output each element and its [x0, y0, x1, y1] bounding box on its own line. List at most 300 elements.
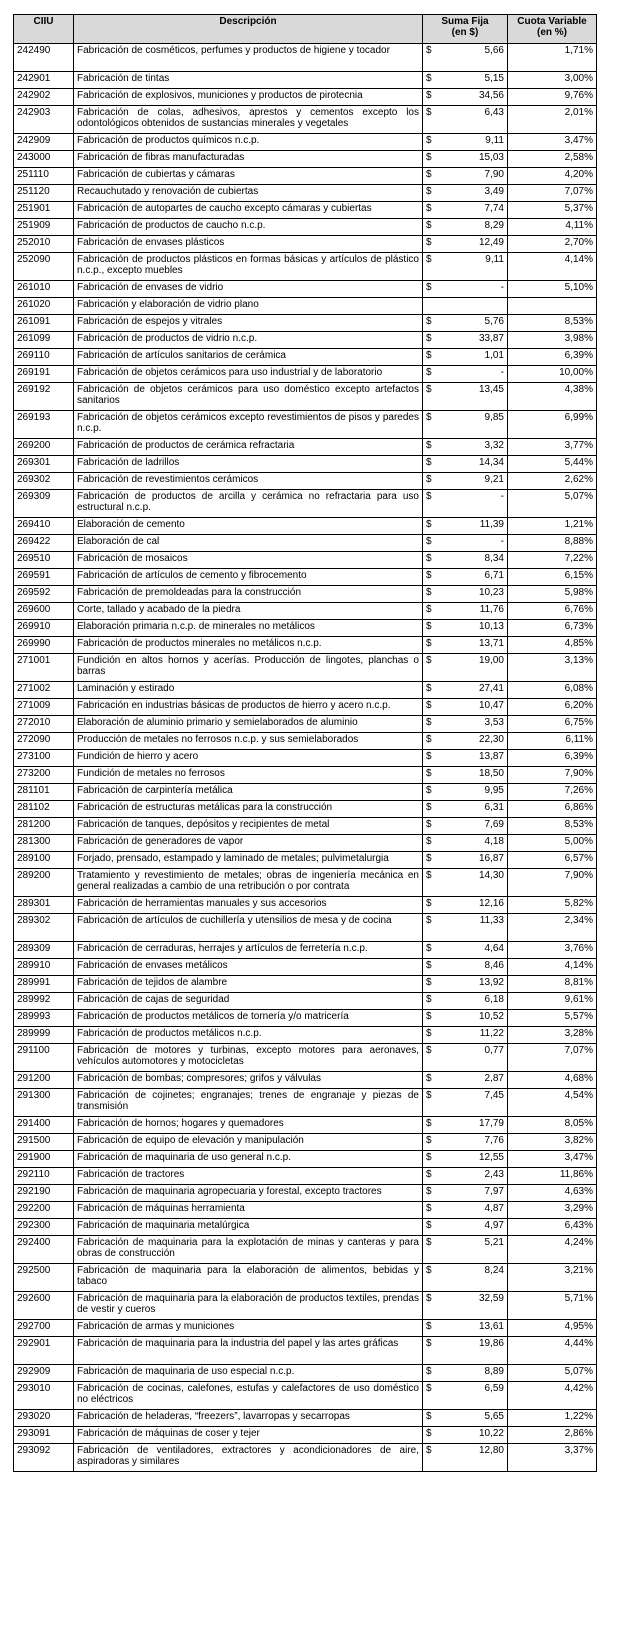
ciiu-code-cell: 293020 — [14, 1410, 74, 1427]
ciiu-code-cell: 269592 — [14, 586, 74, 603]
currency-symbol: $ — [426, 350, 432, 361]
suma-fija-cell — [423, 411, 508, 439]
currency-symbol: $ — [426, 1118, 432, 1129]
description-cell: Fabricación de productos metálicos n.c.p. — [74, 1027, 423, 1044]
currency-symbol: $ — [426, 1237, 432, 1248]
ciiu-code-cell: 271002 — [14, 682, 74, 699]
table-row — [14, 1320, 597, 1337]
currency-symbol: $ — [426, 1411, 432, 1422]
table-row — [14, 1410, 597, 1427]
cuota-variable-cell: 4,95% — [508, 1320, 597, 1337]
table-row — [14, 411, 597, 439]
ciiu-code-cell: 269301 — [14, 456, 74, 473]
suma-fija-amount: 5,65 — [484, 1411, 504, 1422]
suma-fija-amount: 6,59 — [484, 1383, 504, 1394]
suma-fija-amount: 9,85 — [484, 412, 504, 423]
currency-symbol: $ — [426, 1073, 432, 1084]
currency-symbol: $ — [426, 638, 432, 649]
suma-fija-cell — [423, 473, 508, 490]
cuota-variable-cell: 6,39% — [508, 750, 597, 767]
cuota-variable-cell: 5,37% — [508, 202, 597, 219]
ciiu-code-cell: 292901 — [14, 1337, 74, 1365]
suma-fija-amount: 3,53 — [484, 717, 504, 728]
suma-fija-amount: - — [500, 491, 504, 502]
ciiu-code-cell: 242909 — [14, 134, 74, 151]
ciiu-code-cell: 291900 — [14, 1151, 74, 1168]
description-cell: Fabricación de artículos de cemento y fibrocemento — [74, 569, 423, 586]
currency-symbol: $ — [426, 282, 432, 293]
description-cell: Fundición en altos hornos y acerías. Producción de lingotes, planchas o barras — [74, 654, 423, 682]
suma-fija-amount: 8,29 — [484, 220, 504, 231]
description-cell: Fabricación de heladeras, “freezers”, lavarropas y secarropas — [74, 1410, 423, 1427]
table-row — [14, 185, 597, 202]
suma-fija-cell — [423, 236, 508, 253]
suma-fija-cell — [423, 750, 508, 767]
ciiu-code-cell: 281200 — [14, 818, 74, 835]
suma-fija-amount: 18,50 — [478, 768, 504, 779]
suma-fija-amount: 11,22 — [479, 1028, 504, 1039]
ciiu-code-cell: 269510 — [14, 552, 74, 569]
table-row — [14, 603, 597, 620]
cuota-variable-cell: 2,70% — [508, 236, 597, 253]
cuota-variable-cell: 6,86% — [508, 801, 597, 818]
description-cell: Fabricación de envases de vidrio — [74, 281, 423, 298]
currency-symbol: $ — [426, 768, 432, 779]
cuota-variable-cell: 4,38% — [508, 383, 597, 411]
ciiu-code-cell: 269200 — [14, 439, 74, 456]
table-row — [14, 168, 597, 185]
ciiu-code-cell: 271009 — [14, 699, 74, 716]
currency-symbol: $ — [426, 135, 432, 146]
description-cell: Fabricación de maquinaria para la industria del papel y las artes gráficas — [74, 1337, 423, 1365]
suma-fija-cell — [423, 1010, 508, 1027]
suma-fija-cell — [423, 869, 508, 897]
suma-fija-amount: 10,13 — [478, 621, 504, 632]
table-row — [14, 473, 597, 490]
suma-fija-amount: 7,97 — [484, 1186, 504, 1197]
cuota-variable-cell: 3,21% — [508, 1264, 597, 1292]
ciiu-code-cell: 289993 — [14, 1010, 74, 1027]
suma-fija-cell — [423, 1427, 508, 1444]
suma-fija-cell — [423, 89, 508, 106]
cuota-variable-cell: 4,54% — [508, 1089, 597, 1117]
ciiu-code-cell: 293010 — [14, 1382, 74, 1410]
description-cell: Fabricación de generadores de vapor — [74, 835, 423, 852]
suma-fija-amount: 3,32 — [484, 440, 504, 451]
suma-fija-cell — [423, 253, 508, 281]
ciiu-code-cell: 242490 — [14, 44, 74, 72]
cuota-variable-cell: 9,61% — [508, 993, 597, 1010]
currency-symbol: $ — [426, 73, 432, 84]
cuota-variable-cell: 5,00% — [508, 835, 597, 852]
suma-fija-cell — [423, 569, 508, 586]
table-row — [14, 1382, 597, 1410]
suma-fija-cell — [423, 942, 508, 959]
cuota-variable-cell: 3,77% — [508, 439, 597, 456]
currency-symbol: $ — [426, 1383, 432, 1394]
currency-symbol: $ — [426, 152, 432, 163]
header-ciiu: CIIU — [14, 15, 74, 44]
suma-fija-cell — [423, 44, 508, 72]
description-cell: Fabricación de productos plásticos en formas básicas y artículos de plástico n.c.p., excepto muebles — [74, 253, 423, 281]
table-row — [14, 1151, 597, 1168]
suma-fija-amount: 4,87 — [484, 1203, 504, 1214]
suma-fija-cell — [423, 1382, 508, 1410]
description-cell: Fabricación de tractores — [74, 1168, 423, 1185]
table-row — [14, 654, 597, 682]
suma-fija-cell — [423, 603, 508, 620]
ciiu-code-cell: 269309 — [14, 490, 74, 518]
ciiu-code-cell: 269191 — [14, 366, 74, 383]
cuota-variable-cell: 2,58% — [508, 151, 597, 168]
suma-fija-cell — [423, 298, 508, 315]
table-body — [14, 44, 597, 1472]
table-row — [14, 151, 597, 168]
description-cell: Fabricación de mosaicos — [74, 552, 423, 569]
suma-fija-amount: 2,43 — [484, 1169, 504, 1180]
suma-fija-cell — [423, 1044, 508, 1072]
ciiu-code-cell: 292300 — [14, 1219, 74, 1236]
ciiu-code-cell: 281101 — [14, 784, 74, 801]
description-cell: Fabricación de maquinaria agropecuaria y forestal, excepto tractores — [74, 1185, 423, 1202]
cuota-variable-cell: 8,81% — [508, 976, 597, 993]
suma-fija-amount: 32,59 — [478, 1293, 504, 1304]
suma-fija-amount: 5,21 — [484, 1237, 504, 1248]
currency-symbol: $ — [426, 45, 432, 56]
description-cell: Fabricación de envases metálicos — [74, 959, 423, 976]
description-cell: Fabricación de maquinaria para la elaboración de alimentos, bebidas y tabaco — [74, 1264, 423, 1292]
description-cell: Fabricación de cojinetes; engranajes; trenes de engranaje y piezas de transmisión — [74, 1089, 423, 1117]
suma-fija-amount: 11,76 — [479, 604, 504, 615]
ciiu-code-cell: 292700 — [14, 1320, 74, 1337]
ciiu-code-cell: 289301 — [14, 897, 74, 914]
table-row — [14, 552, 597, 569]
table-row — [14, 134, 597, 151]
ciiu-code-cell: 289910 — [14, 959, 74, 976]
table-row — [14, 1044, 597, 1072]
description-cell: Forjado, prensado, estampado y laminado de metales; pulvimetalurgia — [74, 852, 423, 869]
cuota-variable-cell: 3,37% — [508, 1444, 597, 1472]
cuota-variable-cell: 7,07% — [508, 1044, 597, 1072]
description-cell: Fabricación de maquinaria de uso general n.c.p. — [74, 1151, 423, 1168]
ciiu-code-cell: 273100 — [14, 750, 74, 767]
table-row — [14, 1292, 597, 1320]
description-cell: Fabricación de ladrillos — [74, 456, 423, 473]
suma-fija-cell — [423, 716, 508, 733]
currency-symbol: $ — [426, 870, 432, 881]
currency-symbol: $ — [426, 1265, 432, 1276]
table-row — [14, 44, 597, 72]
suma-fija-amount: 13,45 — [478, 384, 504, 395]
table-row — [14, 332, 597, 349]
currency-symbol: $ — [426, 960, 432, 971]
table-row — [14, 1365, 597, 1382]
ciiu-code-cell: 292500 — [14, 1264, 74, 1292]
suma-fija-cell — [423, 767, 508, 784]
suma-fija-amount: 5,15 — [484, 73, 504, 84]
cuota-variable-cell: 4,14% — [508, 959, 597, 976]
description-cell: Fabricación de productos metálicos de tornería y/o matricería — [74, 1010, 423, 1027]
suma-fija-cell — [423, 586, 508, 603]
table-row — [14, 869, 597, 897]
cuota-variable-cell: 6,75% — [508, 716, 597, 733]
cuota-variable-cell: 5,71% — [508, 1292, 597, 1320]
suma-fija-cell — [423, 1219, 508, 1236]
suma-fija-cell — [423, 1117, 508, 1134]
description-cell: Fabricación de cubiertas y cámaras — [74, 168, 423, 185]
table-row — [14, 315, 597, 332]
suma-fija-amount: - — [500, 536, 504, 547]
suma-fija-cell — [423, 682, 508, 699]
ciiu-code-cell: 242902 — [14, 89, 74, 106]
table-row — [14, 281, 597, 298]
currency-symbol: $ — [426, 621, 432, 632]
suma-fija-amount: 7,45 — [484, 1090, 504, 1101]
table-row — [14, 620, 597, 637]
description-cell: Fabricación de cajas de seguridad — [74, 993, 423, 1010]
cuota-variable-cell: 2,86% — [508, 1427, 597, 1444]
cuota-variable-cell: 3,82% — [508, 1134, 597, 1151]
ciiu-code-cell: 289992 — [14, 993, 74, 1010]
suma-fija-amount: 7,74 — [484, 203, 504, 214]
currency-symbol: $ — [426, 107, 432, 118]
table-row — [14, 349, 597, 366]
suma-fija-amount: 27,41 — [478, 683, 504, 694]
suma-fija-cell — [423, 1168, 508, 1185]
suma-fija-amount: 5,76 — [484, 316, 504, 327]
currency-symbol: $ — [426, 220, 432, 231]
ciiu-table-container — [13, 14, 596, 1472]
suma-fija-cell — [423, 914, 508, 942]
suma-fija-cell — [423, 1089, 508, 1117]
currency-symbol: $ — [426, 1321, 432, 1332]
description-cell: Fabricación de máquinas de coser y tejer — [74, 1427, 423, 1444]
suma-fija-cell — [423, 1134, 508, 1151]
table-row — [14, 959, 597, 976]
description-cell: Producción de metales no ferrosos n.c.p. y sus semielaborados — [74, 733, 423, 750]
suma-fija-amount: - — [500, 367, 504, 378]
description-cell: Fabricación de tintas — [74, 72, 423, 89]
suma-fija-cell — [423, 1444, 508, 1472]
suma-fija-cell — [423, 1072, 508, 1089]
suma-fija-amount: 4,18 — [484, 836, 504, 847]
ciiu-code-cell: 292600 — [14, 1292, 74, 1320]
cuota-variable-cell: 4,63% — [508, 1185, 597, 1202]
suma-fija-amount: 15,03 — [478, 152, 504, 163]
description-cell: Fabricación de espejos y vitrales — [74, 315, 423, 332]
description-cell: Fabricación de máquinas herramienta — [74, 1202, 423, 1219]
suma-fija-cell — [423, 699, 508, 716]
cuota-variable-cell: 4,14% — [508, 253, 597, 281]
suma-fija-amount: 13,61 — [478, 1321, 504, 1332]
cuota-variable-cell: 5,44% — [508, 456, 597, 473]
table-row — [14, 818, 597, 835]
suma-fija-amount: 1,01 — [484, 350, 504, 361]
suma-fija-cell — [423, 151, 508, 168]
cuota-variable-cell: 4,24% — [508, 1236, 597, 1264]
table-row — [14, 1264, 597, 1292]
table-row — [14, 682, 597, 699]
currency-symbol: $ — [426, 1011, 432, 1022]
ciiu-code-cell: 269193 — [14, 411, 74, 439]
suma-fija-cell — [423, 134, 508, 151]
ciiu-code-cell: 272010 — [14, 716, 74, 733]
suma-fija-cell — [423, 315, 508, 332]
currency-symbol: $ — [426, 536, 432, 547]
cuota-variable-cell: 1,71% — [508, 44, 597, 72]
suma-fija-amount: 6,71 — [484, 570, 504, 581]
suma-fija-cell — [423, 439, 508, 456]
table-row — [14, 750, 597, 767]
suma-fija-amount: 8,34 — [484, 553, 504, 564]
description-cell: Fabricación de objetos cerámicos para uso industrial y de laboratorio — [74, 366, 423, 383]
ciiu-code-cell: 251901 — [14, 202, 74, 219]
currency-symbol: $ — [426, 915, 432, 926]
currency-symbol: $ — [426, 1090, 432, 1101]
suma-fija-amount: 4,64 — [484, 943, 504, 954]
table-row — [14, 1027, 597, 1044]
cuota-variable-cell: 7,26% — [508, 784, 597, 801]
table-row — [14, 767, 597, 784]
suma-fija-amount: 6,31 — [484, 802, 504, 813]
cuota-variable-cell: 3,28% — [508, 1027, 597, 1044]
header-cuota-variable: Cuota Variable (en %) — [508, 15, 597, 44]
description-cell: Fabricación de armas y municiones — [74, 1320, 423, 1337]
ciiu-code-cell: 269110 — [14, 349, 74, 366]
ciiu-code-cell: 291400 — [14, 1117, 74, 1134]
description-cell: Fabricación en industrias básicas de productos de hierro y acero n.c.p. — [74, 699, 423, 716]
suma-fija-cell — [423, 1365, 508, 1382]
currency-symbol: $ — [426, 1445, 432, 1456]
table-row — [14, 202, 597, 219]
currency-symbol: $ — [426, 853, 432, 864]
description-cell: Fabricación de envases plásticos — [74, 236, 423, 253]
currency-symbol: $ — [426, 655, 432, 666]
table-row — [14, 1010, 597, 1027]
ciiu-code-cell: 242901 — [14, 72, 74, 89]
cuota-variable-cell: 10,00% — [508, 366, 597, 383]
table-row — [14, 1219, 597, 1236]
description-cell: Corte, tallado y acabado de la piedra — [74, 603, 423, 620]
cuota-variable-cell: 11,86% — [508, 1168, 597, 1185]
table-row — [14, 835, 597, 852]
description-cell: Fabricación de ventiladores, extractores y acondicionadores de aire, aspiradoras y similares — [74, 1444, 423, 1472]
cuota-variable-cell: 5,10% — [508, 281, 597, 298]
suma-fija-amount: 12,55 — [478, 1152, 504, 1163]
suma-fija-amount: 12,80 — [478, 1445, 504, 1456]
suma-fija-amount: 8,89 — [484, 1366, 504, 1377]
cuota-variable-cell: 6,39% — [508, 349, 597, 366]
cuota-variable-cell: 2,34% — [508, 914, 597, 942]
table-row — [14, 699, 597, 716]
suma-fija-amount: 7,90 — [484, 169, 504, 180]
currency-symbol: $ — [426, 1428, 432, 1439]
ciiu-code-cell: 269422 — [14, 535, 74, 552]
table-row — [14, 236, 597, 253]
table-row — [14, 1444, 597, 1472]
table-row — [14, 439, 597, 456]
suma-fija-cell — [423, 383, 508, 411]
ciiu-table — [13, 14, 597, 1472]
table-row — [14, 1427, 597, 1444]
currency-symbol: $ — [426, 169, 432, 180]
suma-fija-amount: 8,46 — [484, 960, 504, 971]
cuota-variable-cell: 5,07% — [508, 490, 597, 518]
suma-fija-cell — [423, 332, 508, 349]
ciiu-code-cell: 292200 — [14, 1202, 74, 1219]
suma-fija-amount: 8,24 — [484, 1265, 504, 1276]
description-cell: Fabricación de productos químicos n.c.p. — [74, 134, 423, 151]
suma-fija-cell — [423, 801, 508, 818]
suma-fija-amount: 13,87 — [478, 751, 504, 762]
cuota-variable-cell: 3,76% — [508, 942, 597, 959]
description-cell: Fabricación de objetos cerámicos para uso doméstico excepto artefactos sanitarios — [74, 383, 423, 411]
ciiu-code-cell: 293091 — [14, 1427, 74, 1444]
suma-fija-cell — [423, 1185, 508, 1202]
suma-fija-cell — [423, 552, 508, 569]
table-row — [14, 716, 597, 733]
suma-fija-cell — [423, 959, 508, 976]
cuota-variable-cell: 6,76% — [508, 603, 597, 620]
suma-fija-cell — [423, 1027, 508, 1044]
table-row — [14, 637, 597, 654]
table-row — [14, 586, 597, 603]
table-row — [14, 518, 597, 535]
description-cell: Fabricación de hornos; hogares y quemadores — [74, 1117, 423, 1134]
description-cell: Fabricación de autopartes de caucho excepto cámaras y cubiertas — [74, 202, 423, 219]
suma-fija-cell — [423, 202, 508, 219]
cuota-variable-cell: 5,57% — [508, 1010, 597, 1027]
cuota-variable-cell: 6,73% — [508, 620, 597, 637]
currency-symbol: $ — [426, 1366, 432, 1377]
description-cell: Fabricación de tejidos de alambre — [74, 976, 423, 993]
suma-fija-amount: 11,33 — [479, 915, 504, 926]
currency-symbol: $ — [426, 977, 432, 988]
suma-fija-amount: 14,30 — [478, 870, 504, 881]
suma-fija-amount: 9,11 — [485, 254, 504, 265]
suma-fija-amount: 10,47 — [478, 700, 504, 711]
table-row — [14, 366, 597, 383]
currency-symbol: $ — [426, 898, 432, 909]
cuota-variable-cell: 8,53% — [508, 818, 597, 835]
suma-fija-cell — [423, 219, 508, 236]
currency-symbol: $ — [426, 994, 432, 1005]
table-row — [14, 1168, 597, 1185]
suma-fija-cell — [423, 535, 508, 552]
ciiu-code-cell: 261091 — [14, 315, 74, 332]
suma-fija-amount: 4,97 — [484, 1220, 504, 1231]
cuota-variable-cell: 4,85% — [508, 637, 597, 654]
cuota-variable-cell: 3,00% — [508, 72, 597, 89]
ciiu-code-cell: 273200 — [14, 767, 74, 784]
ciiu-code-cell: 289309 — [14, 942, 74, 959]
suma-fija-cell — [423, 168, 508, 185]
description-cell: Elaboración de cal — [74, 535, 423, 552]
cuota-variable-cell: 1,21% — [508, 518, 597, 535]
table-row — [14, 253, 597, 281]
table-row — [14, 383, 597, 411]
description-cell: Fabricación de revestimientos cerámicos — [74, 473, 423, 490]
description-cell: Fabricación y elaboración de vidrio plano — [74, 298, 423, 315]
currency-symbol: $ — [426, 785, 432, 796]
currency-symbol: $ — [426, 943, 432, 954]
suma-fija-amount: 5,66 — [484, 45, 504, 56]
description-cell: Fabricación de productos de arcilla y cerámica no refractaria para uso estructural n.c.p. — [74, 490, 423, 518]
table-row — [14, 1202, 597, 1219]
cuota-variable-cell: 6,11% — [508, 733, 597, 750]
cuota-variable-cell: 6,57% — [508, 852, 597, 869]
table-row — [14, 490, 597, 518]
